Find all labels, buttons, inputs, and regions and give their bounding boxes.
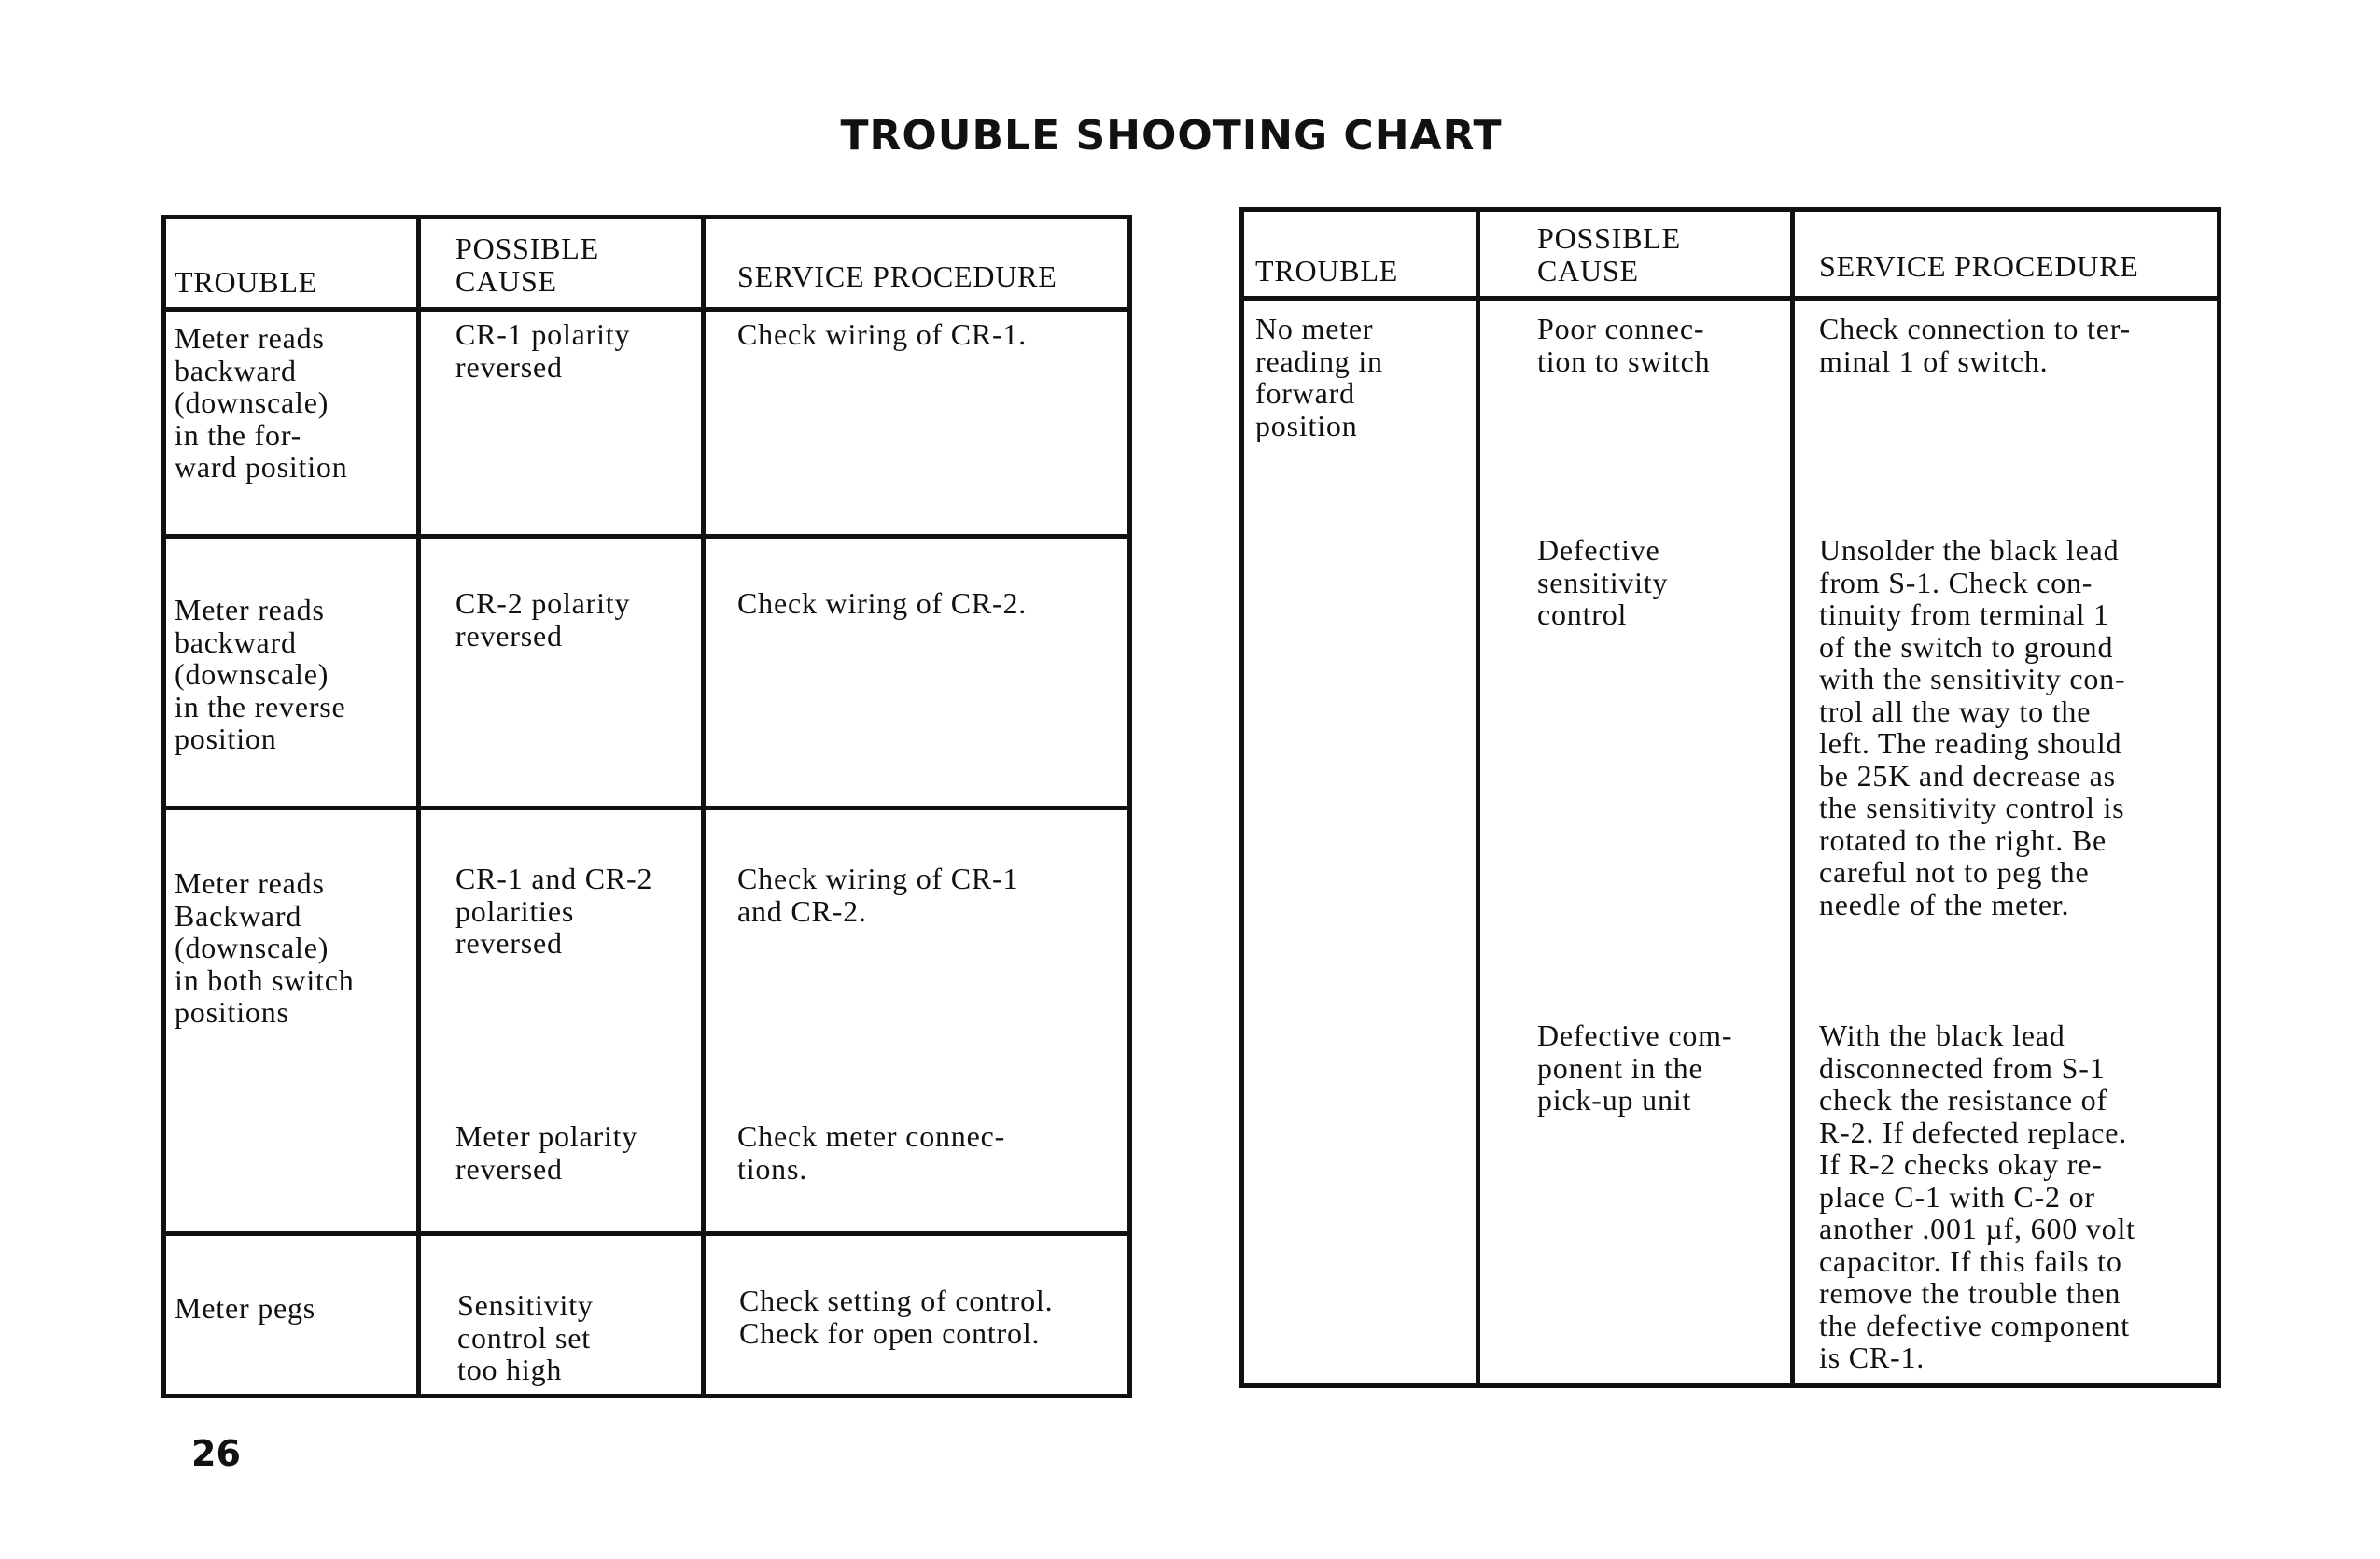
header-divider: [1244, 296, 2217, 301]
column-divider: [1790, 212, 1795, 1383]
procedure-cell: Check setting of control. Check for open control.: [739, 1284, 1054, 1350]
page-title: TROUBLE SHOOTING CHART: [840, 112, 1503, 160]
row-divider: [166, 534, 1127, 539]
procedure-cell: Unsolder the black lead from S-1. Check con- tinuity from terminal 1 of the switch to ground with the sensitivity con- trol all the way to the left. The reading should be 25K and decrease as the sensitivity control is rotated to the right. Be careful not to peg the needle of the meter.: [1819, 533, 2126, 921]
procedure-cell: Check wiring of CR-1.: [737, 317, 1028, 351]
procedure-cell: Check meter connec- tions.: [737, 1119, 1006, 1186]
page-number: 26: [191, 1433, 241, 1474]
procedure-cell: With the black lead disconnected from S-1 check the resistance of R-2. If defected replace. If R-2 checks okay re- place C-1 with C-2 or another .001 µf, 600 volt capacitor. If this fails to remove the trouble then the defective component is CR-1.: [1819, 1018, 2135, 1374]
trouble-cell: Meter reads backward (downscale) in the for- ward position: [175, 321, 348, 484]
cause-cell: Defective sensitivity control: [1537, 533, 1669, 631]
cause-cell: Meter polarity reversed: [455, 1119, 638, 1186]
procedure-cell: Check connection to ter- minal 1 of switch.: [1819, 312, 2131, 378]
cause-cell: CR-1 polarity reversed: [455, 317, 631, 384]
trouble-cell: No meter reading in forward position: [1255, 312, 1383, 442]
row-divider: [166, 1231, 1127, 1236]
cause-cell: CR-1 and CR-2 polarities reversed: [455, 862, 653, 960]
trouble-cell: Meter pegs: [175, 1291, 316, 1325]
header-possible-cause: POSSIBLE CAUSE: [1537, 221, 1681, 288]
trouble-cell: Meter reads Backward (downscale) in both switch positions: [175, 866, 355, 1029]
procedure-cell: Check wiring of CR-1 and CR-2.: [737, 862, 1019, 928]
procedure-cell: Check wiring of CR-2.: [737, 586, 1028, 620]
column-divider: [1476, 212, 1480, 1383]
cause-cell: Defective com- ponent in the pick-up unit: [1537, 1018, 1733, 1117]
header-trouble: TROUBLE: [1255, 254, 1399, 288]
cause-cell: Sensitivity control set too high: [457, 1288, 594, 1386]
header-divider: [166, 307, 1127, 312]
cause-cell: CR-2 polarity reversed: [455, 586, 631, 653]
trouble-cell: Meter reads backward (downscale) in the reverse position: [175, 593, 346, 755]
header-service-procedure: SERVICE PROCEDURE: [1819, 249, 2139, 283]
row-divider: [166, 806, 1127, 810]
header-trouble: TROUBLE: [175, 265, 318, 299]
cause-cell: Poor connec- tion to switch: [1537, 312, 1711, 378]
header-service-procedure: SERVICE PROCEDURE: [737, 260, 1057, 293]
header-possible-cause: POSSIBLE CAUSE: [455, 232, 599, 298]
